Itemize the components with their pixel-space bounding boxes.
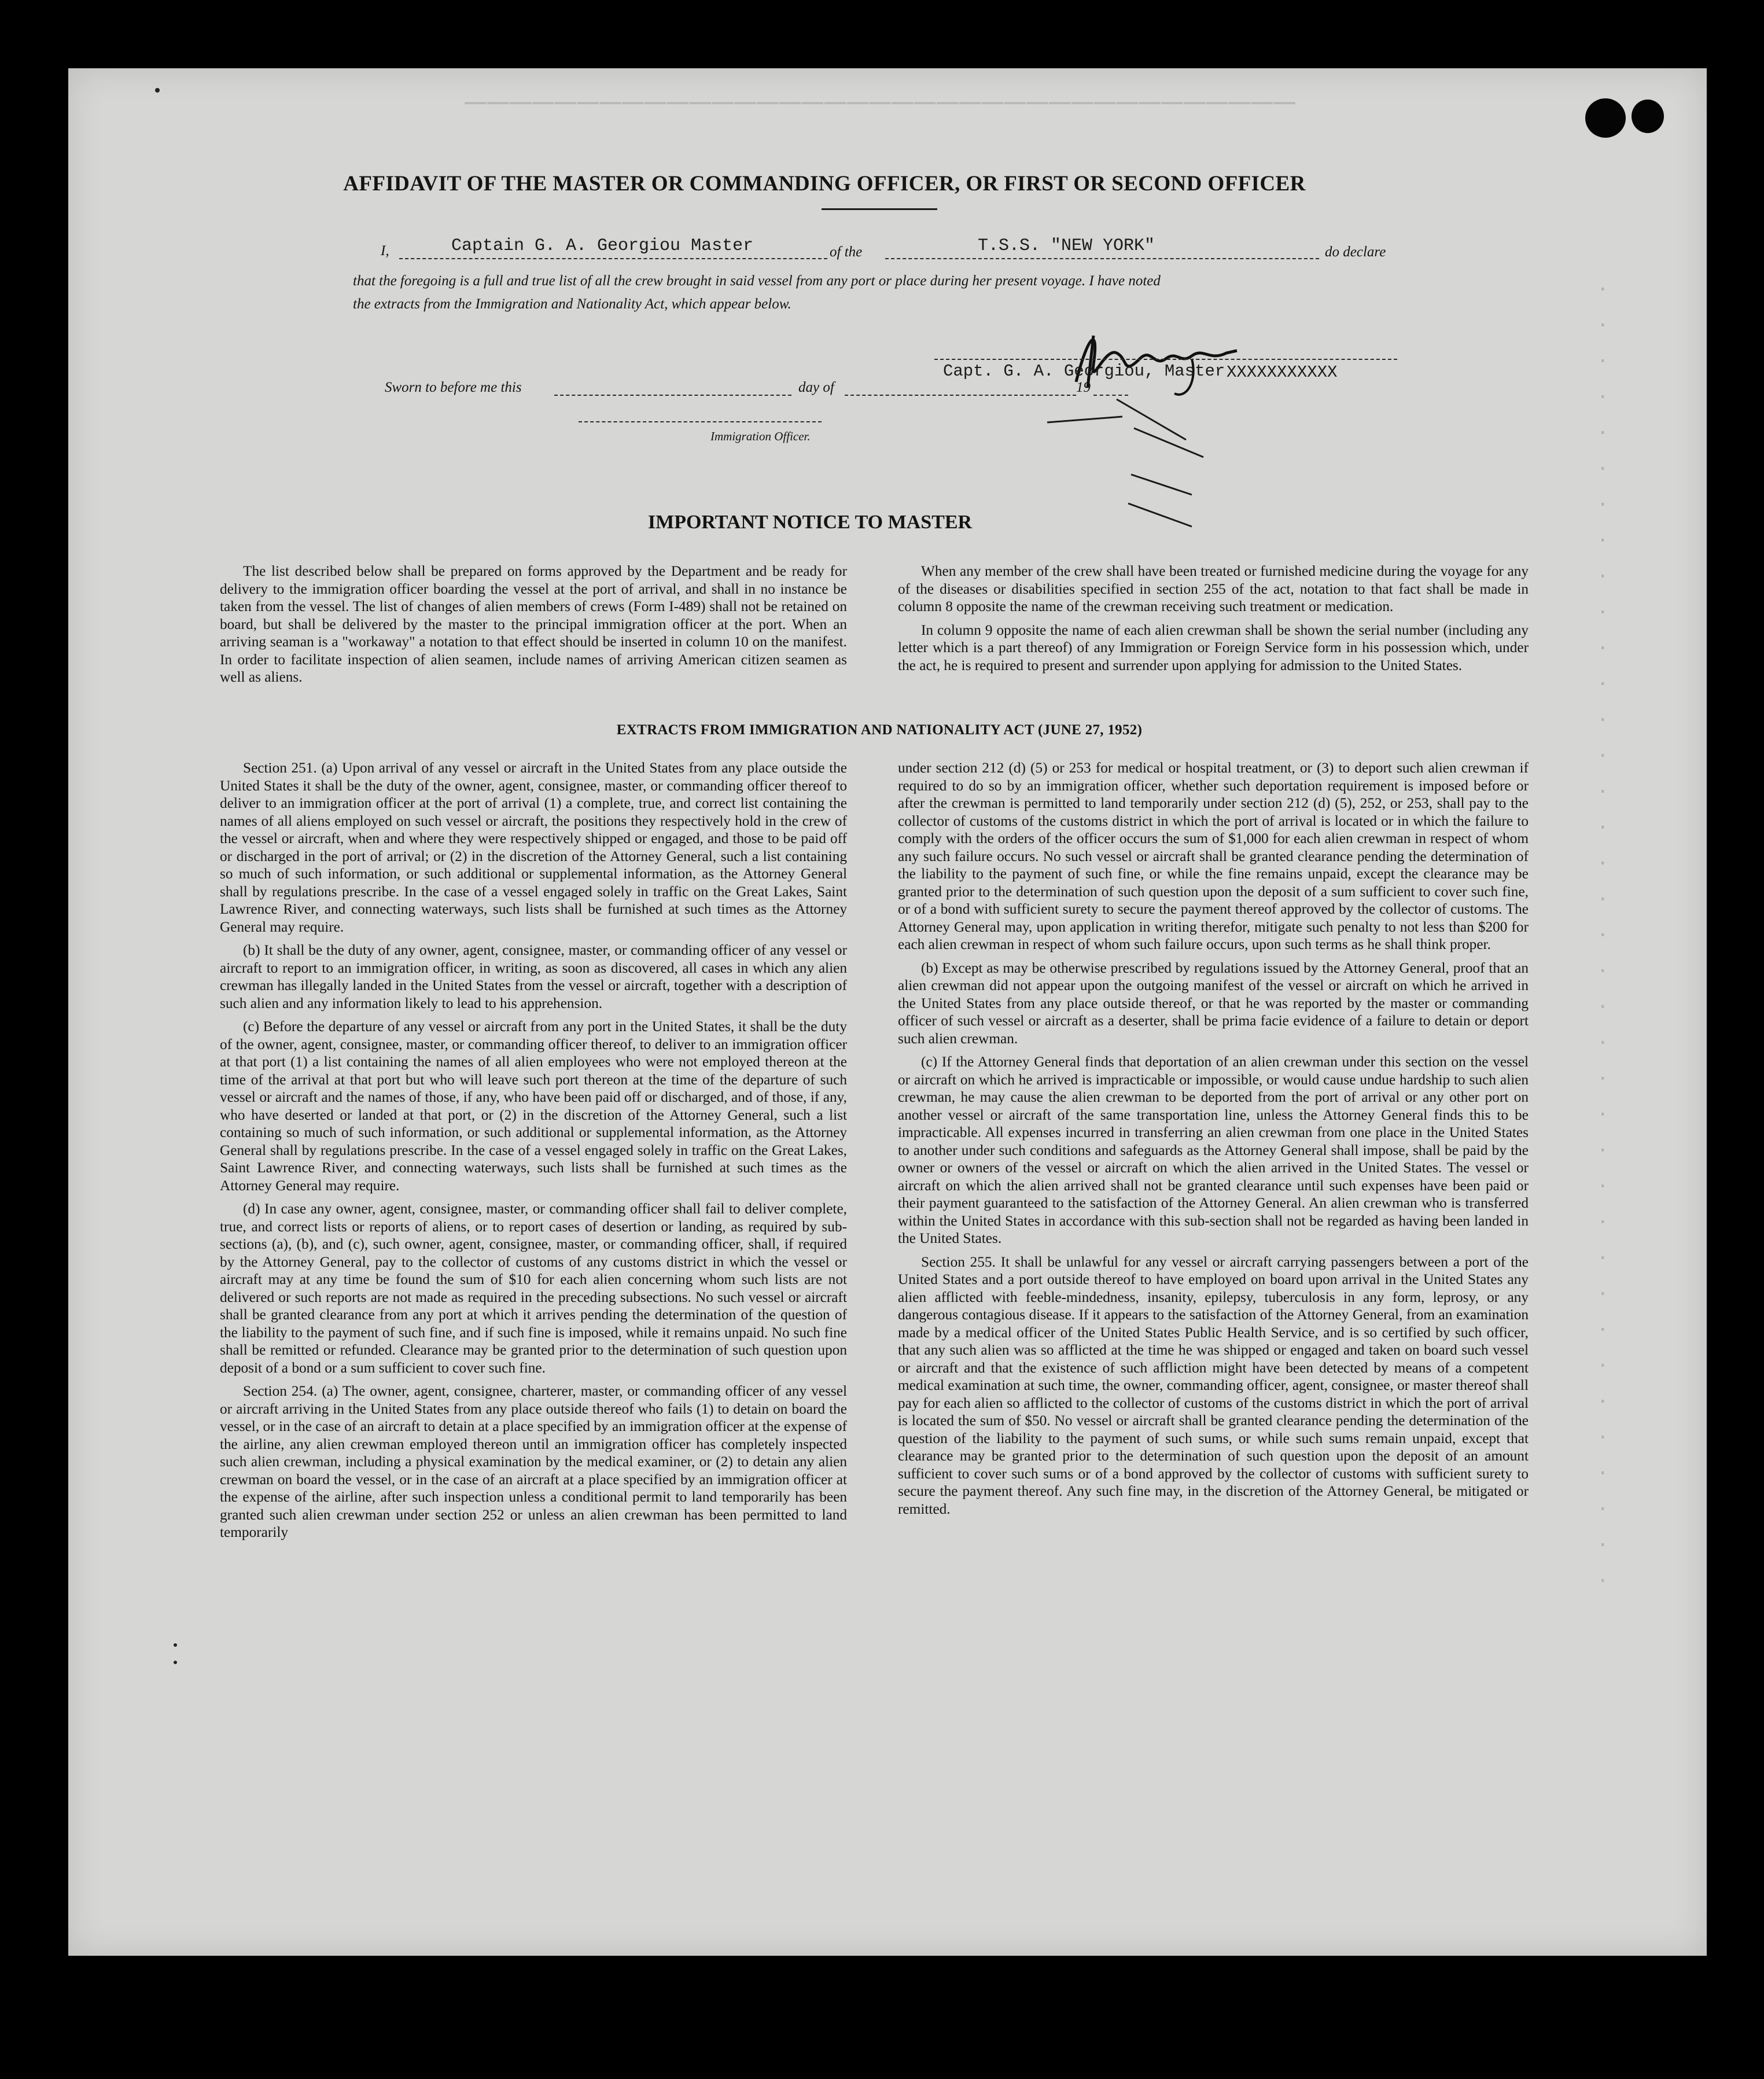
bleed-through-row-numbers: · · · · · · · · · · · · · · · · · · · · · · · · · · · · · · · · · · · · · [1597, 279, 1609, 1592]
notice-right-column [898, 562, 1529, 680]
declaration-line-1: that the foregoing is a full and true list of all the crew brought in said vessel from any port or place during her present voyage. I have noted [353, 273, 1161, 289]
speck [174, 1643, 177, 1647]
extracts-left-column [220, 759, 847, 1547]
notice-right-paragraph-1: When any member of the crew shall have been treated or furnished medicine during the voyage for any of the diseases or disabilities specified in section 255 of the act, notation to that fact shall be made in column 8 opposite the name of the crewman receiving such treatment or medication. [898, 563, 1529, 614]
pen-check-marks [1030, 359, 1273, 532]
section-251-d: (d) In case any owner, agent, consignee, master, or commanding officer shall fail to deliver complete, true, and correct lists or reports of aliens, or to report cases of desertion or landing, as required by sub-sections (a), (b), and (c), such owner, agent, consignee, master, or commanding officer, shall, if required by the Attorney General, pay to the collector of customs of any customs district in which the vessel or aircraft may at any time be found the sum of $10 for each alien concerning whom such lists are not delivered or such reports are not made as required in the preceding subsections. No such vessel or aircraft shall be granted clearance from any port at which it arrives pending the determination of the question of the liability to the payment of such fine, and if such fine is imposed, while it remains unpaid. No such fine shall be remitted or refunded. Clearance may be granted prior to the determination of such question upon deposit of a bond or a sum sufficient to cover such fine. [220, 1201, 847, 1376]
immigration-officer-label: Immigration Officer. [710, 429, 811, 443]
section-251-a: Section 251. (a) Upon arrival of any vessel or aircraft in the United States from any place outside the United States it shall be the duty of the owner, agent, consignee, master, or commanding officer thereof to deliver to an immigration officer at the port of arrival (1) a complete, true, and correct list containing the names of all aliens employed on such vessel or aircraft, the positions they respectively hold in the crew of the vessel or aircraft, when and where they were respectively shipped or engaged, and those to be paid off or discharged in the port of arrival; or (2) in the discretion of the Attorney General, such a list containing so much of such information, or such additional or supplemental information, as the Attorney General shall by regulations prescribe. In the case of a vessel engaged solely in traffic on the Great Lakes, Saint Lawrence River, and connecting waterways, such lists shall be furnished at such times as the Attorney General may require. [220, 760, 847, 935]
officer-signature-line [579, 421, 822, 422]
section-254-c: (c) If the Attorney General finds that deportation of an alien crewman under this section on the vessel or aircraft on which he arrived is impracticable or impossible, or would cause undue hardship to such alien crewman, he may cause the alien crewman to be deported from the port of arrival or any other port on another vessel or aircraft of the same transportation line, unless the Attorney General finds this to be impracticable. All expenses incurred in transferring an alien crewman from one place in the United States to another under such conditions and safeguards as the Attorney General shall impose, shall be paid by the owner or owners of the vessel or aircraft on which the alien arrived in the United States. The vessel or aircraft on which the alien arrived shall not be granted clearance until such expenses have been paid or their payment guaranteed to the satisfaction of the Attorney General. An alien crewman who is transferred within the United States in accordance with this sub-section shall not be regarded as having been landed in the United States. [898, 1054, 1529, 1246]
title-rule [822, 208, 937, 210]
ink-blot [1632, 100, 1664, 133]
section-254-a: Section 254. (a) The owner, agent, consignee, charterer, master, or commanding officer of any vessel or aircraft arriving in the United States from any place outside thereof who fails (1) to detain on board the vessel, or in the case of an aircraft to detain at a place specified by an immigration officer at the expense of the airline, any alien crewman employed thereon until an immigration officer has completely inspected such alien crewman, including a physical examination by the medical examiner, or (2) to detain any alien crewman on board the vessel, or in the case of an aircraft at a place specified by an immigration officer at the expense of the airline, after such inspection unless a conditional permit to land temporarily has been granted such alien crewman under section 252 or unless an alien crewman has been permitted to land temporarily [220, 1383, 847, 1540]
declaration-line-2: the extracts from the Immigration and Nationality Act, which appear below. [353, 296, 791, 312]
notice-left-column [220, 562, 847, 692]
day-of-label: day of [798, 380, 834, 395]
section-254-a-continued: under section 212 (d) (5) or 253 for medical or hospital treatment, or (3) to deport such alien crewman if required to do so by an immigration officer, whether such deportation requirement is imposed before or after the crewman is permitted to land temporarily under section 212 (d) (5), 252, or 253, shall pay to the collector of customs of the customs district in which the port of arrival is located or in which the failure to comply with the orders of the officer occurs the sum of $1,000 for each alien crewman in respect of whom any such failure occurs. No such vessel or aircraft shall be granted clearance pending the determination of the liability to the payment of such fine, or while the fine remains unpaid, except the clearance may be granted prior to the determination of such question upon the deposit of a sum sufficient to cover such fine, or of a bond with sufficient surety to secure the payment thereof approved by the collector of customs. The Attorney General may, upon application in writing therefor, mitigate such penalty to not less than $200 for each alien crewman in respect of whom such failure occurs, upon such terms as he shall think proper. [898, 760, 1529, 952]
notice-title: IMPORTANT NOTICE TO MASTER [647, 512, 973, 533]
master-name-line [399, 258, 827, 259]
notice-right-paragraph-2: In column 9 opposite the name of each alien crewman shall be shown the serial number (including any letter which is a part thereof) of any Immigration or Foreign Service form in his possession which, under the act, he is required to present and surrender upon applying for admission to the United States. [898, 621, 1529, 674]
speck [155, 88, 160, 93]
notice-left-paragraph: The list described below shall be prepared on forms approved by the Department and be ready for delivery to the immigration officer boarding the vessel at the port of arrival, and shall in no instance be taken from the vessel. The list of changes of alien members of crews (Form I-489) shall not be retained on board, but shall be delivered by the master to the principal immigration officer at the port. When an arriving seaman is a "workaway" a notation to that effect should be inserted in column 10 on the manifest. In order to facilitate inspection of alien seamen, include names of arriving American citizen seamen as well as aliens. [220, 563, 847, 685]
vessel-name-line [885, 258, 1319, 259]
section-254-b: (b) Except as may be otherwise prescribed by regulations issued by the Attorney General, proof that an alien crewman did not appear upon the outgoing manifest of the vessel or aircraft on which he arrived in the United States from any place outside thereof, or that he was reported by the master or commanding officer of such vessel or aircraft as a deserter, shall be prima facie evidence of a failure to detain or deport such alien crewman. [898, 959, 1529, 1047]
extracts-title: EXTRACTS FROM IMMIGRATION AND NATIONALITY ACT (JUNE 27, 1952) [616, 722, 1143, 738]
master-name: Captain G. A. Georgiou Master [451, 236, 754, 256]
ink-blot [1585, 98, 1626, 138]
vessel-name: T.S.S. "NEW YORK" [978, 236, 1155, 256]
year-label: 19 [1076, 380, 1091, 395]
struck-out-title: XXXXXXXXXXX [1227, 363, 1338, 382]
extracts-right-column [898, 759, 1529, 1524]
affidavit-title: AFFIDAVIT OF THE MASTER OR COMMANDING OFFICER, OR FIRST OR SECOND OFFICER [343, 172, 1306, 196]
bleed-through-header: ───────────────────────────────────── [463, 86, 1295, 119]
speck [174, 1661, 177, 1664]
sworn-label: Sworn to before me this [385, 380, 522, 395]
do-declare-label: do declare [1325, 244, 1386, 260]
section-251-b: (b) It shall be the duty of any owner, agent, consignee, master, or commanding officer of any vessel or aircraft to report to an immigration officer, in writing, as soon as discovered, all cases in which any alien crewman has illegally landed in the United States from the vessel or aircraft, together with a description of such alien and any information likely to lead to his apprehension. [220, 942, 847, 1011]
i-label: I, [381, 243, 389, 259]
sworn-day-line [554, 395, 791, 396]
section-255: Section 255. It shall be unlawful for any vessel or aircraft carrying passengers between a port of the United States and a port outside thereof to have employed on board upon arrival in the United States any alien afflicted with feeble-mindedness, insanity, epilepsy, tuberculosis in any form, leprosy, or any dangerous contagious disease. If it appears to the satisfaction of the Attorney General, from an examination made by a medical officer of the United States Public Health Service, and is so certified by such officer, that any such alien was so afflicted at the time he was shipped or engaged and taken on board such vessel or aircraft and that the existence of such affliction might have been detected by means of a competent medical examination at such time, the owner, commanding officer, agent, consignee, or master thereof shall pay for each alien so afflicted to the collector of customs of the customs district in which the port of arrival is located the sum of $50. No vessel or aircraft shall be granted clearance pending the determination of the question of the liability to the payment of such sums, or while such sums remain unpaid, except that clearance may be granted prior to the determination of such question upon the deposit of an amount sufficient to cover such sums or of a bond approved by the collector of customs with sufficient surety to secure the payment thereof. Any such fine may, in the discretion of the Attorney General, be mitigated or remitted. [898, 1253, 1529, 1517]
of-the-label: of the [830, 244, 863, 260]
typed-signature: Capt. G. A. Georgiou, Master [943, 362, 1225, 381]
section-251-c: (c) Before the departure of any vessel or aircraft from any port in the United States, it shall be the duty of the owner, agent, consignee, master, or commanding officer thereof, to deliver to an immigration officer at that port (1) a list containing the names of all alien employees who were not employed thereon at the time of the arrival at that port but who will leave such port thereon at the time of the departure of such vessel or aircraft and the names of those, if any, who have been paid off or discharged, and of those, if any, who have deserted or landed at that port, or (2) in the discretion of the Attorney General, such a list containing so much of such information, or such additional or supplemental information, as the Attorney General shall by regulations prescribe. In the case of a vessel engaged solely in traffic on the Great Lakes, Saint Lawrence River, and connecting waterways, such lists shall be furnished at such times as the Attorney General may require. [220, 1018, 847, 1194]
